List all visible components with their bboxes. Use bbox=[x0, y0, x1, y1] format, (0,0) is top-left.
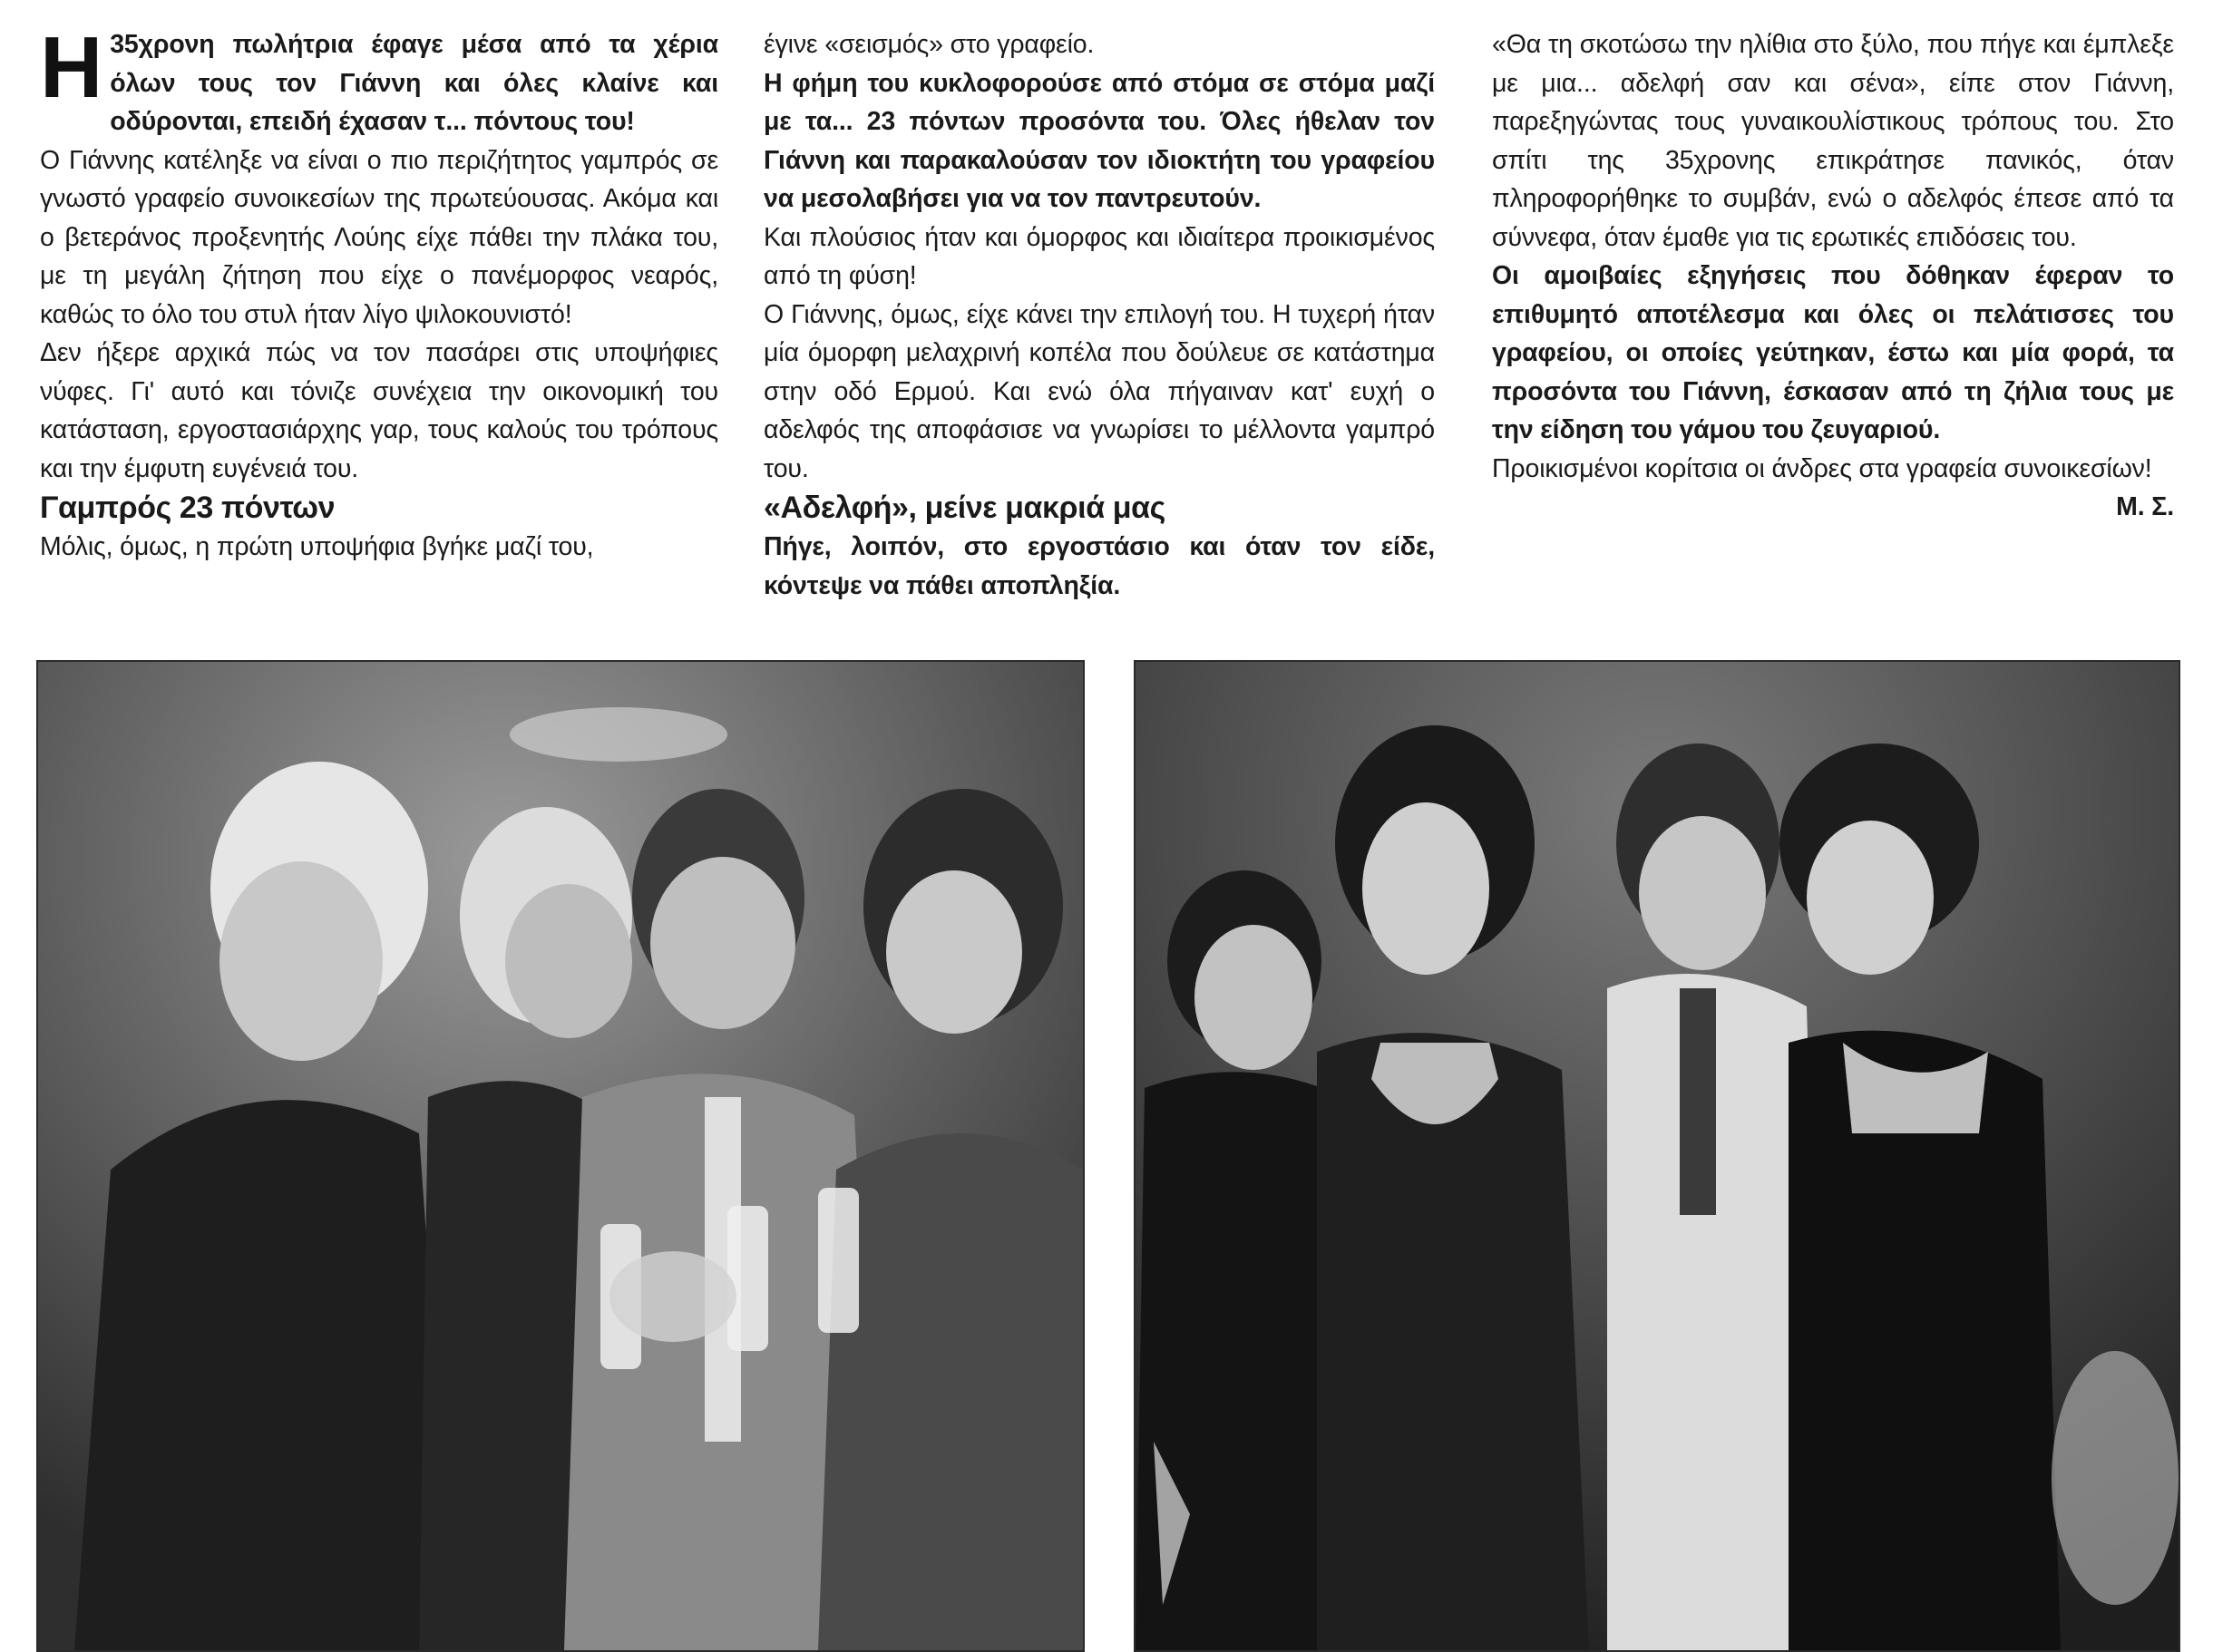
article-column-3 bbox=[1492, 25, 2174, 527]
paragraph: Δεν ήξερε αρχικά πώς να τον πασάρει στις υποψήφιες νύφες. Γι' αυτό και τόνιζε συνέχεια την οικονομική του κατάσταση, εργοστασιάρχης γαρ, τους καλούς του τρόπους και την έμφυτη ευγένειά του. bbox=[40, 338, 718, 483]
paragraph: Προικισμένοι κορίτσια οι άνδρες στα γραφεία συνοικεσίων! bbox=[1492, 453, 2152, 483]
drop-cap: Η bbox=[40, 19, 103, 116]
article-column-1 bbox=[40, 19, 718, 567]
photo-left-graphic bbox=[38, 662, 1083, 1650]
lead-text: 35χρονη πωλήτρια έφαγε μέσα από τα χέρια όλων τους τον Γιάννη και όλες κλαίνε και οδύρονται, επειδή έχασαν τ... πόντους του! bbox=[110, 30, 718, 136]
photo-right-graphic bbox=[1136, 662, 2179, 1650]
paragraph: Μόλις, όμως, η πρώτη υποψήφια βγήκε μαζί του, bbox=[40, 532, 594, 561]
photo-group-smiling bbox=[1134, 660, 2180, 1652]
paragraph: Ο Γιάννης, όμως, είχε κάνει την επιλογή του. Η τυχερή ήταν μία όμορφη μελαχρινή κοπέλα που δούλευε σε κατάστημα στην οδό Ερμού. Και ενώ όλα πήγαιναν κατ' ευχή ο αδελφός της αποφάσισε να γνωρίσει το μέλλοντα γαμπρό του. bbox=[764, 299, 1435, 483]
paragraph: Και πλούσιος ήταν και όμορφος και ιδιαίτερα προικισμένος από τη φύση! bbox=[764, 222, 1435, 290]
paragraph: «Θα τη σκοτώσω την ηλίθια στο ξύλο, που πήγε και έμπλεξε με μια... αδελφή σαν και σένα», είπε στον Γιάννη, παρεξηγώντας τους γυναικουλίστικους τρόπους του. Στο σπίτι της 35χρονης επικράτησε πανικός, όταν πληροφορήθηκε το συμβάν, ενώ ο αδελφός έπεσε από τα σύννεφα, όταν έμαθε για τις ερωτικές επιδόσεις του. bbox=[1492, 30, 2174, 252]
paragraph: Ο Γιάννης κατέληξε να είναι ο πιο περιζήτητος γαμπρός σε γνωστό γραφείο συνοικεσίων της πρωτεύουσας. Ακόμα και ο βετεράνος προξενητής Λούης είχε πάθει την πλάκα του, με τη μεγάλη ζήτηση που είχε ο πανέμορφος νεαρός, καθώς το όλο του στυλ ήταν λίγο ψιλοκουνιστό! bbox=[40, 145, 718, 329]
author-signature: Μ. Σ. bbox=[2116, 492, 2174, 521]
photo-group-toasting bbox=[36, 660, 1085, 1652]
paragraph-bold: Πήγε, λοιπόν, στο εργοστάσιο και όταν τον είδε, κόντεψε να πάθει αποπληξία. bbox=[764, 532, 1435, 600]
article-column-2 bbox=[764, 25, 1435, 605]
paragraph-bold: Η φήμη του κυκλοφορούσε από στόμα σε στόμα μαζί με τα... 23 πόντων προσόντα του. Όλες ήθελαν τον Γιάννη και παρακαλούσαν τον ιδιοκτήτη του γραφείου να μεσολαβήσει για να τον παντρευτούν. bbox=[764, 68, 1435, 213]
subheading: Γαμπρός 23 πόντων bbox=[40, 491, 336, 525]
paragraph: έγινε «σεισμός» στο γραφείο. bbox=[764, 30, 1095, 59]
subheading: «Αδελφή», μείνε μακριά μας bbox=[764, 491, 1165, 525]
paragraph-bold: Οι αμοιβαίες εξηγήσεις που δόθηκαν έφεραν το επιθυμητό αποτέλεσμα και όλες οι πελάτισσες του γραφείου, οι οποίες γεύτηκαν, έστω και μία φορά, τα προσόντα του Γιάννη, έσκασαν από τη ζήλια τους με την είδηση του γάμου του ζευγαριού. bbox=[1492, 261, 2174, 444]
lead-paragraph bbox=[40, 19, 718, 141]
